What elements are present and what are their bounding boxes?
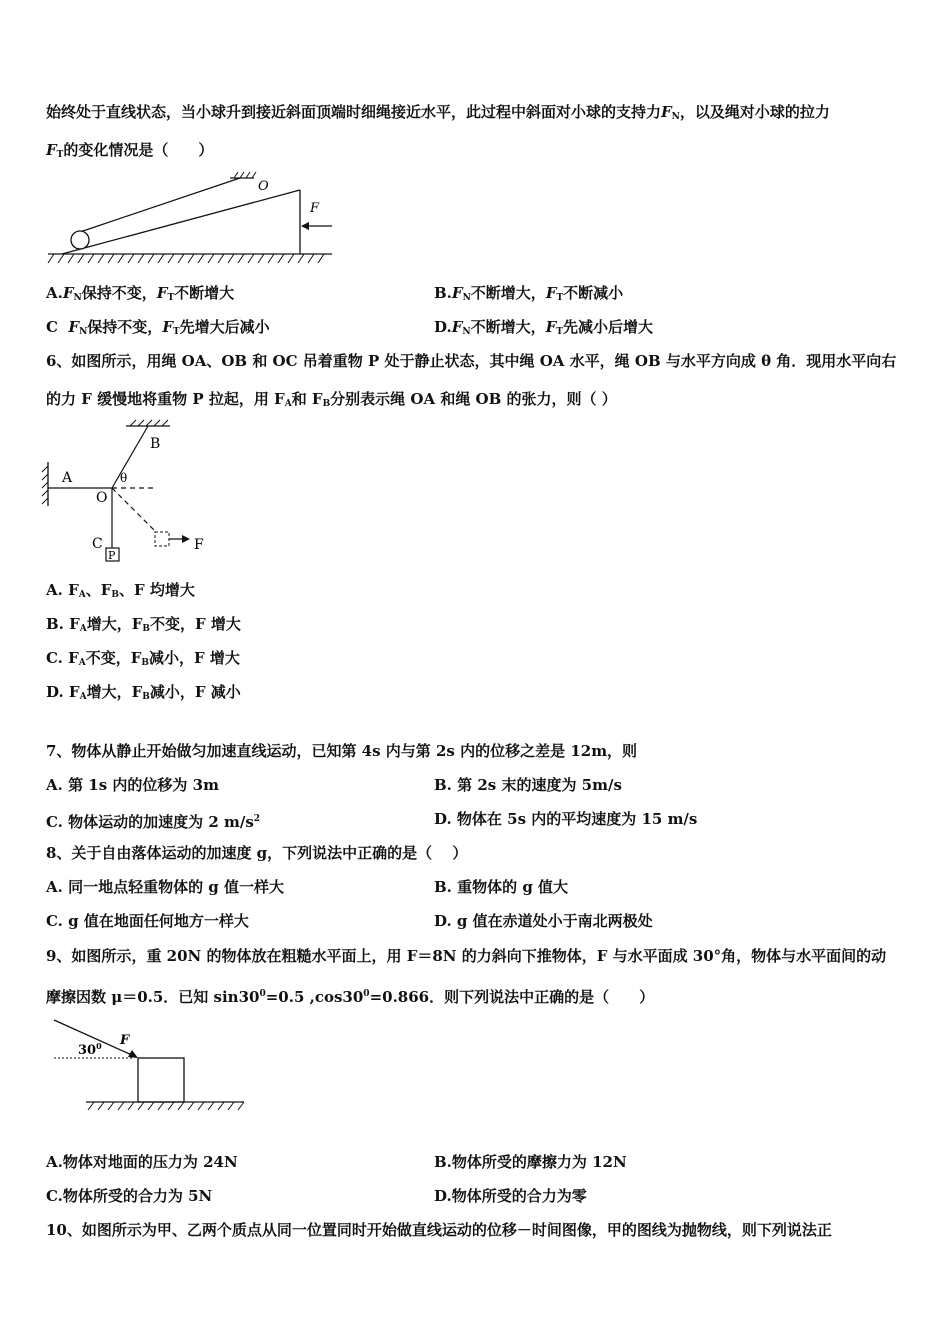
q8-option-b[interactable]: B. 重物体的 g 值大 (434, 878, 569, 896)
q10-stem-line1: 10、如图所示为甲、乙两个质点从同一位置同时开始做直线运动的位移－时间图像，甲的图线为抛物线，则下列说法正 (46, 1221, 832, 1239)
q5-stem-line2: $F_T$的变化情况是（ ） (46, 141, 214, 160)
q7-option-c[interactable]: C. 物体运动的加速度为 2 $m/s^2$ (46, 813, 261, 831)
q8-option-d[interactable]: D. g 值在赤道处小于南北两极处 (434, 912, 653, 930)
q6-option-b[interactable]: B. $F_A$增大，$F_B$不变，F 增大 (46, 615, 241, 634)
q9-block-figure (50, 1016, 260, 1116)
q7-option-b[interactable]: B. 第 2s 末的速度为 5m/s (434, 776, 622, 794)
q6-option-c[interactable]: C. $F_A$不变，$F_B$减小，F 增大 (46, 649, 240, 668)
q6-label-b: B (150, 436, 161, 452)
q6-rope-figure (42, 418, 222, 568)
q9-option-d[interactable]: D.物体所受的合力为零 (434, 1187, 587, 1205)
q9-stem-line1: 9、如图所示，重 20N 的物体放在粗糙水平面上，用 F＝8N 的力斜向下推物体，F 与水平面成 30°角，物体与水平面间的动 (46, 947, 887, 965)
q5-label-o: O (258, 179, 269, 194)
q9-option-a[interactable]: A.物体对地面的压力为 24N (46, 1153, 238, 1171)
q5-stem-line1: 始终处于直线状态，当小球升到接近斜面顶端时细绳接近水平，此过程中斜面对小球的支持力$F_N$，以及绳对小球的拉力 (46, 103, 830, 122)
q5-option-d[interactable]: $D.F_N$不断增大，$F_T$先减小后增大 (434, 318, 653, 337)
q6-stem-line1: 6、如图所示，用绳 OA、OB 和 OC 吊着重物 P 处于静止状态，其中绳 OA 水平，绳 OB 与水平方向成 θ 角．现用水平向右 (46, 352, 897, 370)
q8-option-a[interactable]: A. 同一地点轻重物体的 g 值一样大 (46, 878, 285, 896)
q5-label-f: F (310, 201, 320, 216)
q5-option-c[interactable]: C $F_N$保持不变，$F_T$先增大后减小 (46, 318, 270, 337)
q9-option-b[interactable]: B.物体所受的摩擦力为 12N (434, 1153, 627, 1171)
q7-option-a[interactable]: A. 第 1s 内的位移为 3m (46, 776, 219, 794)
q6-stem-line2: 的力 F 缓慢地将重物 P 拉起，用 $F_A$和 $F_B$分别表示绳 OA 和绳 OB 的张力，则（ ） (46, 390, 617, 409)
q5-option-a[interactable]: $A.F_N$保持不变，$F_T$不断增大 (46, 284, 235, 303)
q9-label-f: F (120, 1033, 130, 1048)
q6-label-theta: θ (120, 471, 128, 485)
q6-option-d[interactable]: D. $F_A$增大，$F_B$减小，F 减小 (46, 683, 241, 702)
q8-stem: 8、关于自由落体运动的加速度 g，下列说法中正确的是（ ） (46, 844, 468, 862)
q9-angle-label: $30^0$ (78, 1041, 102, 1058)
q5-option-b[interactable]: $B.F_N$不断增大，$F_T$不断减小 (434, 284, 624, 303)
q5-incline-figure (44, 170, 344, 270)
q9-option-c[interactable]: C.物体所受的合力为 5N (46, 1187, 213, 1205)
q6-option-a[interactable]: A. $F_A$、$F_B$、F 均增大 (46, 581, 195, 600)
q6-label-o: O (96, 490, 108, 506)
q8-option-c[interactable]: C. g 值在地面任何地方一样大 (46, 912, 249, 930)
q7-option-d[interactable]: D. 物体在 5s 内的平均速度为 15 m/s (434, 810, 698, 828)
q6-label-p: P (108, 549, 116, 562)
q9-stem-line2: 摩擦因数 μ＝0.5．已知 $\sin 30^0=0.5$ $,\cos 30^0=0.866$．则下列说法中正确的是（ ） (46, 988, 655, 1006)
q6-label-c: C (92, 536, 103, 552)
q6-label-f: F (194, 537, 204, 553)
q7-stem: 7、物体从静止开始做匀加速直线运动，已知第 4s 内与第 2s 内的位移之差是 12m，则 (46, 742, 638, 760)
q6-label-a: A (62, 470, 73, 486)
